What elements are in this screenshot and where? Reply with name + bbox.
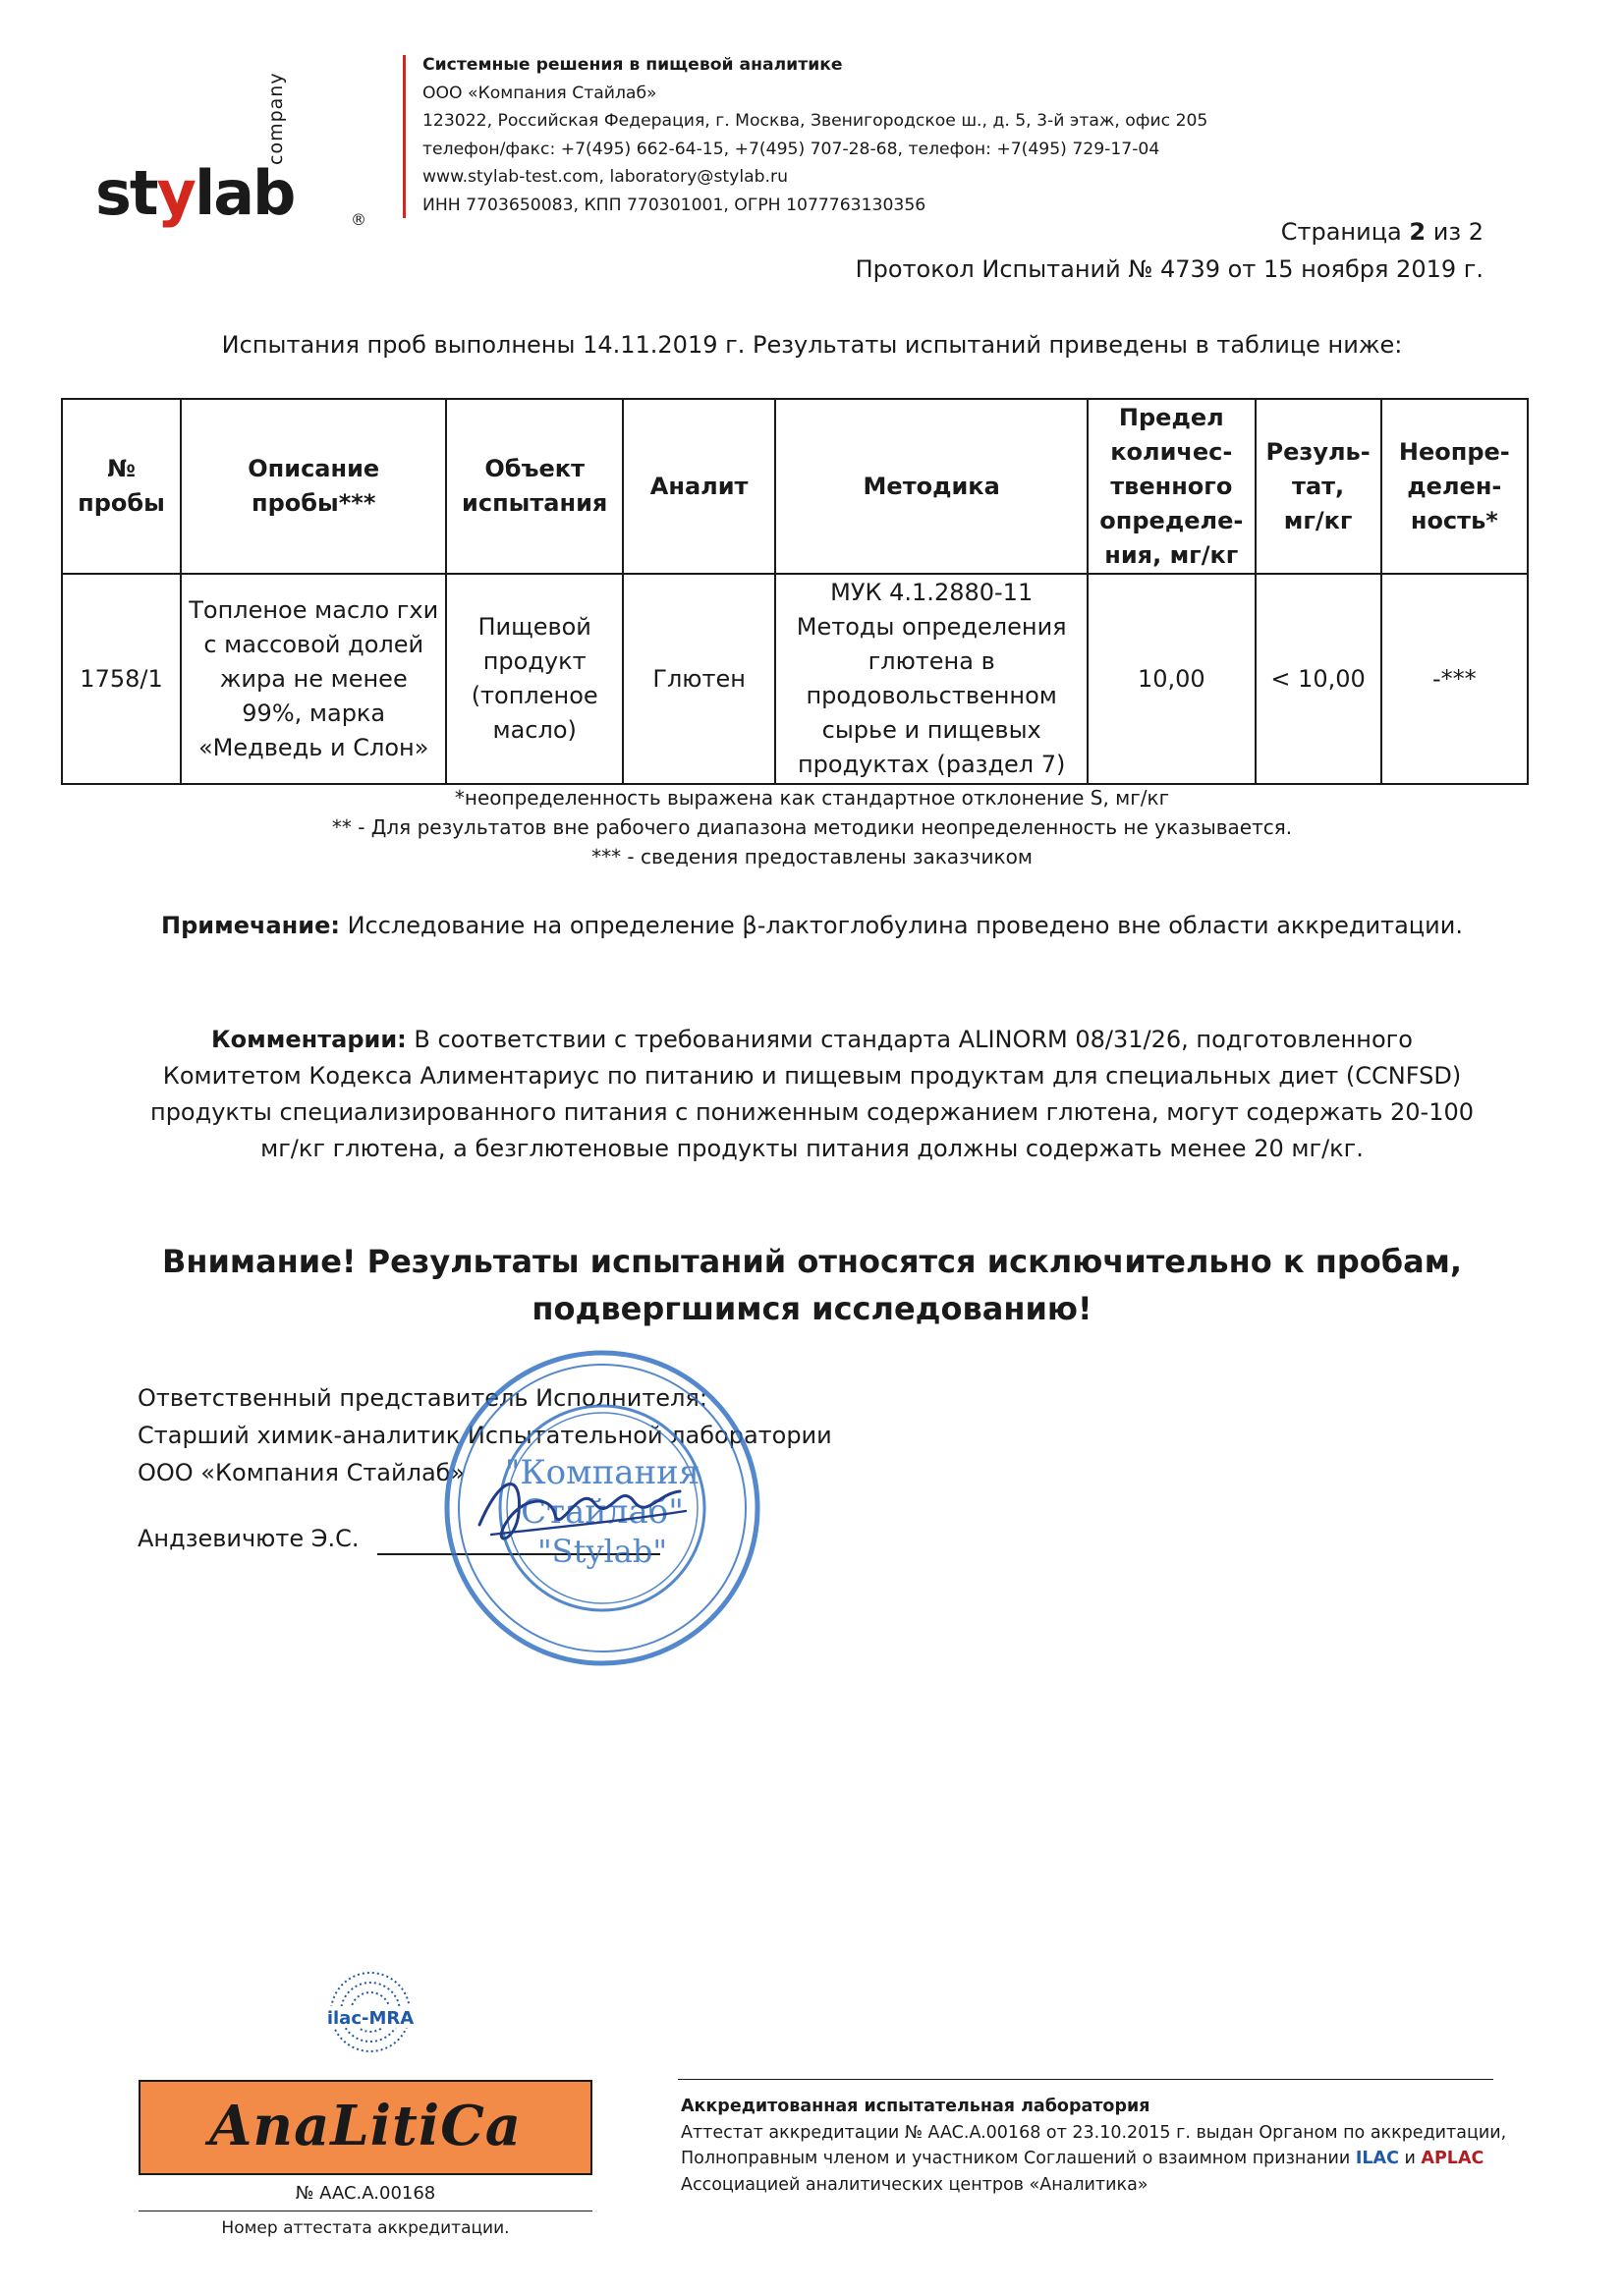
col-analyte: Аналит	[623, 399, 775, 574]
ilac-mra-icon	[316, 1965, 424, 2073]
analitica-logo-text: AnaLitiCa	[208, 2094, 523, 2158]
col-method: Методика	[775, 399, 1088, 574]
accreditation-info	[681, 2094, 1506, 2198]
accreditation-association: Ассоциацией аналитических центров «Аналитика»	[681, 2174, 1148, 2195]
cell-uncertainty: -***	[1381, 574, 1528, 784]
company-name: ООО «Компания Стайлаб»	[422, 83, 657, 103]
cell-sample-no: 1758/1	[62, 574, 181, 784]
cell-analyte: Глютен	[623, 574, 775, 784]
accreditation-title: Аккредитованная испытательная лаборатория	[681, 2097, 1150, 2116]
results-table	[61, 398, 1529, 785]
stamp-text-1: "Компания	[504, 1453, 700, 1492]
intro-text: Испытания проб выполнены 14.11.2019 г. Результаты испытаний приведены в таблице ниже:	[221, 331, 1403, 359]
accreditation-number: № AAC.A.00168	[295, 2183, 436, 2204]
warning-line-2: подвергшимся исследованию!	[532, 1290, 1092, 1327]
accreditation-certificate: Аттестат аккредитации № AAC.A.00168 от 23.10.2015 г. выдан Органом по аккредитации,	[681, 2122, 1507, 2143]
signatory-position: Старший химик-аналитик Испытательной лаборатории	[138, 1422, 832, 1449]
warning-notice	[0, 1238, 1624, 1332]
company-address: 123022, Российская Федерация, г. Москва, Звенигородское ш., д. 5, 3-й этаж, офис 205	[422, 111, 1208, 132]
comments: Комментарии: В соответствии с требованиями стандарта ALINORM 08/31/26, подготовленного Комитетом Кодекса Алиментариус по питанию и пищевым продуктам для специальных диет (CCNFSD) продукты специализированного питания с пониженным содержанием глютена, могут содержать 20-100 мг/кг глютена, а безглютеновые продукты питания должны содержать менее 20 мг/кг.	[150, 1026, 1474, 1162]
signatory-role: Ответственный представитель Исполнителя:	[138, 1384, 707, 1412]
company-web: www.stylab-test.com, laboratory@stylab.ru	[422, 167, 788, 188]
stylab-logo	[93, 47, 366, 229]
stamp-text-3: "Stylab"	[536, 1533, 668, 1570]
page-number: Страница 2 из 2	[1280, 218, 1484, 246]
handwritten-signature	[462, 1454, 698, 1562]
col-sample-no: № пробы	[62, 399, 181, 574]
logo-registered-mark: ®	[351, 210, 366, 229]
protocol-title: Протокол Испытаний № 4739 от 15 ноября 2019 г.	[855, 255, 1484, 283]
stamp-text-2: Стайлаб"	[521, 1492, 684, 1532]
logo-wordmark: stylab	[95, 157, 295, 229]
col-uncertainty: Неопре- делен- ность*	[1381, 399, 1528, 574]
warning-line-1: Внимание! Результаты испытаний относятся исключительно к пробам,	[161, 1243, 1462, 1280]
col-object: Объект испытания	[446, 399, 623, 574]
accreditation-membership: Полноправным членом и участником Соглашений о взаимном признании ILAC и APLAC	[681, 2149, 1484, 2168]
cell-method: МУК 4.1.2880-11 Методы определения глютена в продовольственном сырье и пищевых продуктах (раздел 7)	[775, 574, 1088, 784]
accreditation-caption: Номер аттестата аккредитации.	[221, 2218, 510, 2238]
col-loq: Предел количес- твенного определе- ния, мг/кг	[1088, 399, 1255, 574]
accreditation-divider	[678, 2079, 1493, 2080]
col-description: Описание пробы***	[181, 399, 446, 574]
company-phones: телефон/факс: +7(495) 662-64-15, +7(495) 707-28-68, телефон: +7(495) 729-17-04	[422, 139, 1160, 159]
footnote-uncertainty: *неопределенность выражена как стандартное отклонение S, мг/кг	[454, 786, 1170, 810]
table-header-row	[62, 399, 1528, 574]
cell-object: Пищевой продукт (топленое масло)	[446, 574, 623, 784]
ilac-mra-label: ilac-MRA	[326, 2008, 415, 2029]
company-ids: ИНН 7703650083, КПП 770301001, ОГРН 1077763130356	[422, 195, 926, 215]
logo-company-label: company	[265, 72, 287, 165]
footnote-customer: *** - сведения предоставлены заказчиком	[591, 845, 1033, 868]
cell-loq: 10,00	[1088, 574, 1255, 784]
note: Примечание: Исследование на определение β-лактоглобулина проведено вне области аккредитации.	[161, 912, 1463, 939]
signatory-company: ООО «Компания Стайлаб»	[138, 1459, 466, 1486]
signatory-name: Андзевичюте Э.С.	[138, 1525, 360, 1552]
header-divider	[403, 55, 406, 218]
table-row	[62, 574, 1528, 784]
analitica-logo	[139, 2080, 592, 2175]
col-result: Резуль- тат, мг/кг	[1256, 399, 1381, 574]
company-header	[422, 51, 1207, 220]
cell-result: < 10,00	[1256, 574, 1381, 784]
cell-description: Топленое масло гхи с массовой долей жира не менее 99%, марка «Медведь и Слон»	[181, 574, 446, 784]
footnote-range: ** - Для результатов вне рабочего диапазона методики неопределенность не указывается.	[331, 815, 1293, 839]
company-tagline: Системные решения в пищевой аналитике	[422, 55, 843, 75]
